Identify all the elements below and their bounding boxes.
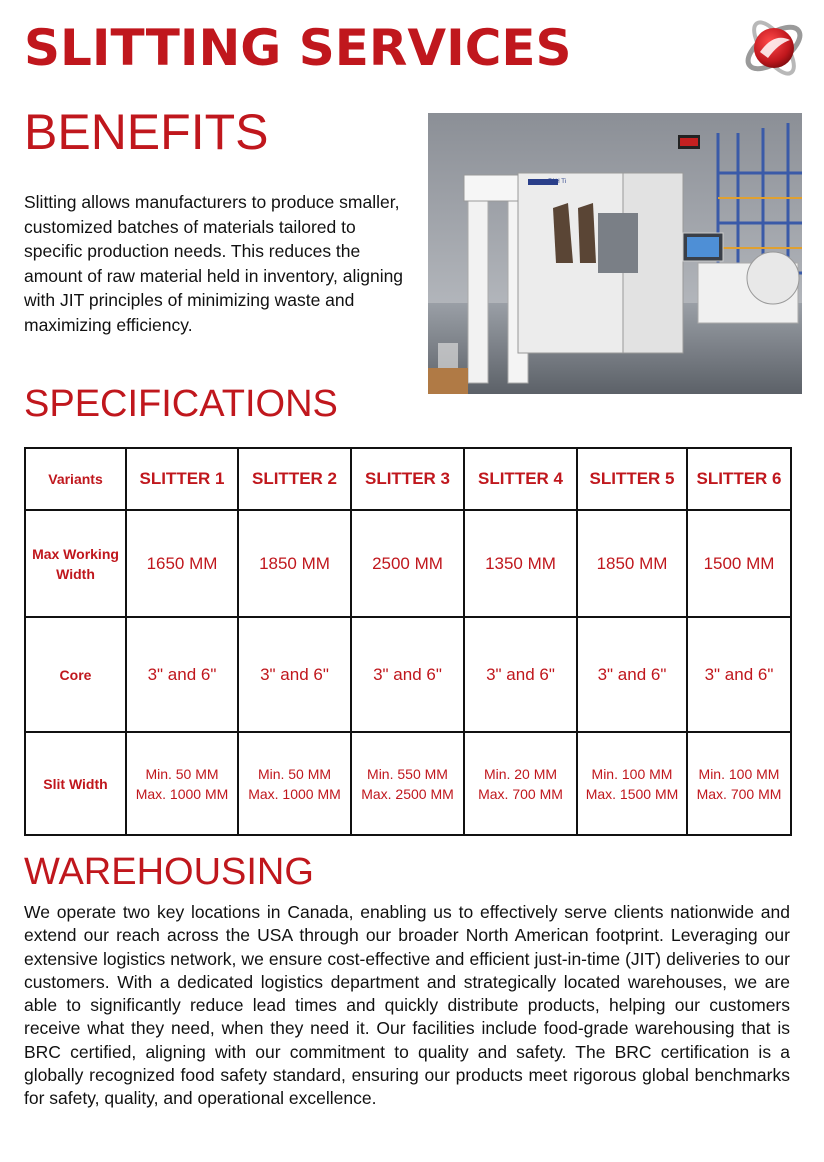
slit-width-cell — [577, 732, 687, 835]
table-row — [25, 617, 791, 732]
slit-width-cell — [238, 732, 351, 835]
slit-max: Max. 1500 MM — [585, 785, 679, 802]
max-width-cell: 1350 MM — [464, 510, 577, 617]
benefits-heading: BENEFITS — [24, 104, 269, 160]
slitter-machine-photo — [428, 113, 802, 394]
table-row — [25, 510, 791, 617]
slit-min: Min. 50 MM — [145, 765, 219, 782]
row-label-variants: Variants — [25, 448, 126, 510]
slit-min: Min. 50 MM — [257, 765, 332, 782]
specifications-table — [24, 447, 792, 836]
table-row — [25, 732, 791, 835]
variant-header: SLITTER 5 — [577, 448, 687, 510]
max-width-cell: 1850 MM — [238, 510, 351, 617]
max-width-cell: 1850 MM — [577, 510, 687, 617]
warehousing-heading: WAREHOUSING — [24, 851, 314, 893]
variant-header: SLITTER 2 — [238, 448, 351, 510]
slit-min: Min. 550 MM — [367, 765, 448, 782]
core-cell: 3" and 6" — [238, 617, 351, 732]
variant-header: SLITTER 4 — [464, 448, 577, 510]
core-cell: 3" and 6" — [351, 617, 464, 732]
table-row — [25, 448, 791, 510]
slit-max: Max. 2500 MM — [361, 785, 454, 802]
core-cell: 3" and 6" — [464, 617, 577, 732]
max-width-cell: 1500 MM — [687, 510, 791, 617]
slit-max: Max. 700 MM — [696, 785, 782, 802]
core-cell: 3" and 6" — [126, 617, 238, 732]
slit-width-cell — [126, 732, 238, 835]
slit-width-cell — [351, 732, 464, 835]
slit-min: Min. 20 MM — [483, 765, 558, 782]
variant-header: SLITTER 1 — [126, 448, 238, 510]
max-width-cell: 2500 MM — [351, 510, 464, 617]
benefits-text: Slitting allows manufacturers to produce smaller, customized batches of materials tailored to specific production needs. This reduces the amount of raw material held in inventory, aligning with JIT principles of minimizing waste and maximizing efficiency. — [24, 192, 404, 335]
core-cell: 3" and 6" — [687, 617, 791, 732]
page-title: SLITTING SERVICES — [24, 19, 572, 77]
variant-header: SLITTER 3 — [351, 448, 464, 510]
slit-min: Min. 100 MM — [698, 765, 780, 782]
slit-width-cell — [464, 732, 577, 835]
slit-max: Max. 1000 MM — [248, 785, 341, 802]
variant-header: SLITTER 6 — [687, 448, 791, 510]
max-width-cell: 1650 MM — [126, 510, 238, 617]
red-swoosh-globe-icon — [738, 12, 810, 84]
specifications-heading: SPECIFICATIONS — [24, 383, 338, 425]
slit-max: Max. 700 MM — [478, 785, 563, 802]
slit-max: Max. 1000 MM — [135, 785, 229, 802]
row-label-slit-width: Slit Width — [25, 732, 126, 835]
core-cell: 3" and 6" — [577, 617, 687, 732]
machine-label: FAH Ti — [548, 179, 567, 185]
slit-width-cell — [687, 732, 791, 835]
warehousing-text: We operate two key locations in Canada, enabling us to effectively serve clients nationwide and extend our reach across the USA through our broader North American footprint. Leveraging our extensive logistics network, we ensure cost-effective and efficient just-in-time (JIT) deliveries to our customers. With a dedicated logistics department and strategically located warehouses, we are able to significantly reduce lead times and quickly distribute products, helping our customers receive what they need, when they need it. Our facilities include food-grade warehousing that is BRC certified, aligning with our commitment to quality and safety. The BRC certification is a globally recognized food safety standard, ensuring our products meet rigorous global benchmarks for safety, quality, and operational excellence. — [24, 902, 790, 1109]
row-label-max-working-width: Max Working Width — [25, 510, 126, 617]
slit-min: Min. 100 MM — [591, 765, 673, 782]
row-label-core: Core — [25, 617, 126, 732]
